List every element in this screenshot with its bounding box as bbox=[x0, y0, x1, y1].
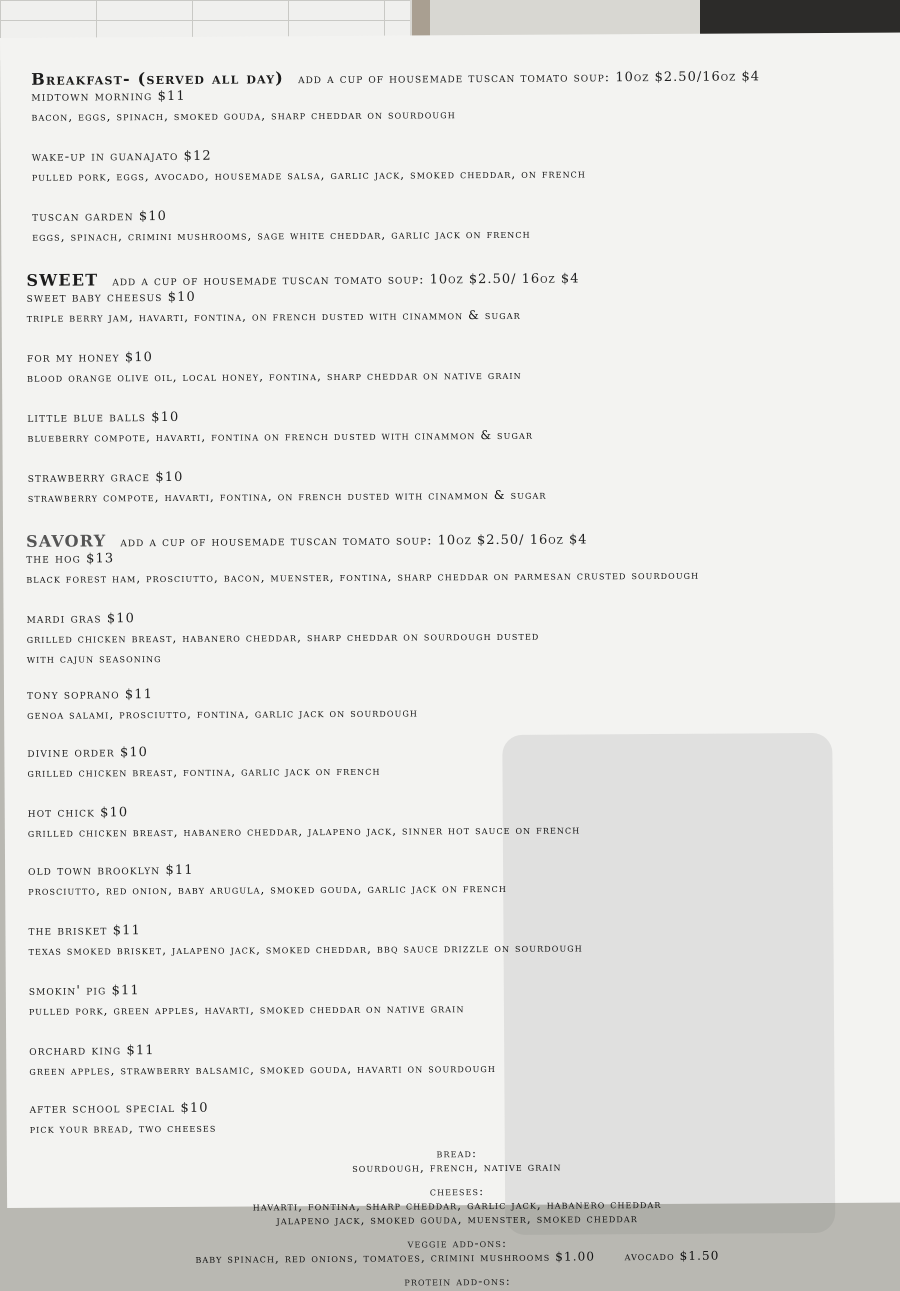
menu-item-description: grilled chicken breast, habanero cheddar, jalapeno jack, sinner hot sauce on french bbox=[27, 822, 581, 840]
menu-item-description: prosciutto, red onion, baby arugula, smoked gouda, garlic jack on french bbox=[28, 880, 507, 898]
menu-item-description: pulled pork, eggs, avocado, housemade salsa, garlic jack, smoked cheddar, on french bbox=[31, 166, 587, 184]
section-title: SAVORY bbox=[26, 531, 107, 551]
menu-item bbox=[28, 465, 891, 508]
menu-item-name: the brisket $11 bbox=[28, 923, 141, 939]
menu-item-name: tuscan garden $10 bbox=[32, 208, 168, 225]
section-soup-note: add a cup of housemade tuscan tomato soup: 10oz $2.50/ 16oz $4 bbox=[112, 271, 580, 290]
menu-item-description: pulled pork, green apples, havarti, smoked cheddar on native grain bbox=[28, 1001, 465, 1018]
menu-item-name: the hog $13 bbox=[26, 551, 115, 567]
menu-item-description: bacon, eggs, spinach, smoked gouda, sharp cheddar on sourdough bbox=[31, 107, 456, 124]
menu-item bbox=[29, 978, 894, 1021]
option-group bbox=[17, 1144, 897, 1177]
option-line: sourdough, french, native grain bbox=[352, 1159, 562, 1175]
menu-item bbox=[27, 740, 892, 783]
option-line: jalapeno jack, smoked gouda, muenster, smoked cheddar bbox=[276, 1211, 638, 1228]
menu-item bbox=[26, 546, 891, 589]
menu-item-name: wake-up in guanajato $12 bbox=[31, 148, 212, 165]
section-title: Breakfast- (served all day) bbox=[31, 68, 285, 89]
menu-item bbox=[27, 405, 890, 448]
menu-item-name: for my honey $10 bbox=[26, 350, 153, 366]
menu-item-name: hot chick $10 bbox=[27, 805, 129, 821]
option-line: baby spinach, red onions, tomatoes, crimini mushrooms $1.00 avocado $1.50 bbox=[195, 1248, 720, 1266]
menu-item bbox=[27, 285, 890, 328]
menu-item-description: texas smoked brisket, jalapeno jack, smoked cheddar, bbq sauce drizzle on sourdough bbox=[28, 940, 583, 958]
option-heading: cheeses: bbox=[429, 1184, 485, 1199]
option-heading: veggie add-ons: bbox=[407, 1235, 508, 1251]
menu-item bbox=[28, 800, 893, 843]
menu-section bbox=[31, 65, 889, 247]
menu-sections bbox=[28, 65, 895, 1139]
section-soup-note: add a cup of housemade tuscan tomato soup: 10oz $2.50/ 16oz $4 bbox=[120, 532, 588, 551]
menu-item-name: strawberry grace $10 bbox=[27, 469, 184, 486]
menu-item-name: sweet baby cheesus $10 bbox=[26, 289, 196, 306]
menu-item-description: black forest ham, prosciutto, bacon, muenster, fontina, sharp cheddar on parmesan crusted sourdough bbox=[26, 567, 700, 586]
menu-item bbox=[32, 204, 889, 247]
menu-item-description: blood orange olive oil, local honey, fontina, sharp cheddar on native grain bbox=[27, 367, 522, 385]
section-title: SWEET bbox=[26, 270, 99, 290]
menu-item bbox=[26, 606, 891, 669]
menu-item bbox=[27, 682, 892, 725]
option-heading: protein add-ons: bbox=[404, 1273, 511, 1289]
menu-sheet bbox=[0, 32, 900, 1289]
menu-section bbox=[26, 266, 890, 508]
option-group bbox=[18, 1272, 898, 1291]
menu-item-name: tony soprano $11 bbox=[26, 687, 154, 703]
menu-item-description: green apples, strawberry balsamic, smoked gouda, havarti on sourdough bbox=[29, 1060, 497, 1078]
menu-item-name: midtown morning $11 bbox=[31, 88, 186, 105]
option-line: havarti, fontina, sharp cheddar, garlic jack, habanero cheddar bbox=[252, 1196, 662, 1214]
menu-item bbox=[28, 918, 893, 961]
menu-item bbox=[29, 1096, 894, 1139]
menu-item-name: after school special $10 bbox=[29, 1100, 209, 1117]
menu-item-name: orchard king $11 bbox=[29, 1043, 155, 1059]
menu-item bbox=[29, 1038, 894, 1081]
menu-item-name: divine order $10 bbox=[27, 745, 149, 761]
section-soup-note: add a cup of housemade tuscan tomato soup: 10oz $2.50/16oz $4 bbox=[298, 69, 761, 88]
menu-item bbox=[32, 144, 889, 187]
option-heading: bread: bbox=[436, 1146, 478, 1161]
menu-item-name: old town brooklyn $11 bbox=[28, 862, 194, 879]
menu-item-description: pick your bread, two cheeses bbox=[29, 1120, 217, 1136]
options-block bbox=[17, 1144, 898, 1291]
menu-item-name: mardi gras $10 bbox=[26, 611, 135, 627]
menu-item bbox=[27, 345, 890, 388]
menu-item-description: blueberry compote, havarti, fontina on french dusted with cinammon & sugar bbox=[27, 427, 533, 445]
menu-item-description: triple berry jam, havarti, fontina, on french dusted with cinammon & sugar bbox=[26, 307, 521, 325]
menu-item-description: strawberry compote, havarti, fontina, on french dusted with cinammon & sugar bbox=[27, 487, 547, 505]
option-group bbox=[17, 1182, 897, 1229]
menu-item bbox=[31, 84, 888, 127]
menu-item-description: grilled chicken breast, habanero cheddar, sharp cheddar on sourdough dusted bbox=[26, 628, 540, 646]
option-group bbox=[17, 1234, 897, 1267]
menu-section bbox=[26, 527, 895, 1139]
menu-item bbox=[28, 858, 893, 901]
menu-item-name: little blue balls $10 bbox=[27, 409, 180, 426]
menu-item-description: with cajun seasoning bbox=[26, 651, 162, 666]
menu-item-name: smokin' pig $11 bbox=[28, 983, 140, 999]
menu-item-description: genoa salami, prosciutto, fontina, garlic jack on sourdough bbox=[27, 705, 419, 722]
menu-item-description: eggs, spinach, crimini mushrooms, sage white cheddar, garlic jack on french bbox=[32, 226, 531, 244]
menu-content bbox=[28, 65, 895, 1291]
menu-item-description: grilled chicken breast, fontina, garlic jack on french bbox=[27, 763, 381, 780]
